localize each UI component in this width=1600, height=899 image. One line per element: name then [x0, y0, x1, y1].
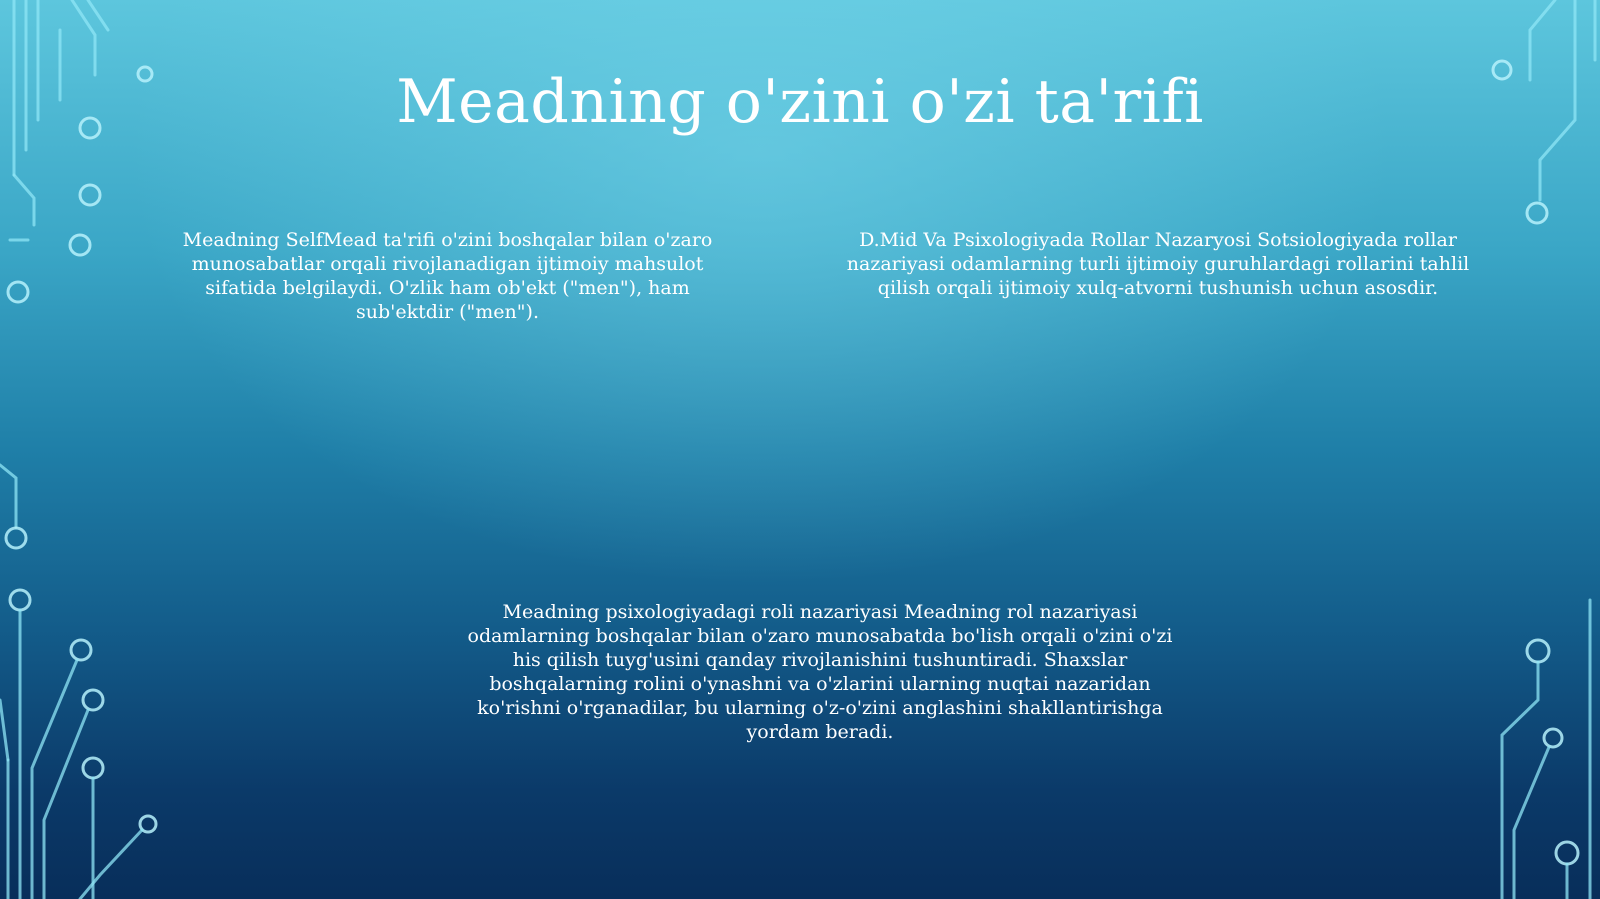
slide-title: Meadning o'zini o'zi ta'rifi [396, 67, 1204, 137]
circuit-node [1556, 842, 1578, 864]
circuit-node [10, 590, 30, 610]
circuit-node [80, 185, 100, 205]
paragraph-role-theory: D.Mid Va Psixologiyada Rollar Nazaryosi Sotsiologiyada rollar nazariyasi odamlarning turli ijtimoiy guruhlardagi rollarini tahlil qilish orqali ijtimoiy xulq-atvorni tushunish uchun asosdir. [846, 229, 1470, 299]
circuit-node [1527, 640, 1549, 662]
circuit-bottom-right [1502, 600, 1590, 899]
circuit-node [71, 640, 91, 660]
circuit-trace [1530, 0, 1555, 80]
circuit-top-left [8, 0, 152, 302]
circuit-node [80, 118, 100, 138]
circuit-top-right [1493, 0, 1595, 223]
circuit-bottom-left [0, 465, 156, 899]
circuit-trace [72, 0, 95, 75]
circuit-trace [44, 710, 88, 899]
circuit-trace [0, 700, 8, 760]
circuit-node [83, 690, 103, 710]
circuit-node [8, 282, 28, 302]
circuit-node [83, 758, 103, 778]
circuit-node [6, 528, 26, 548]
circuit-trace [80, 830, 142, 899]
circuit-trace [1540, 0, 1575, 200]
circuit-node [1493, 61, 1511, 79]
circuit-trace [1502, 662, 1538, 899]
circuit-trace [88, 0, 108, 30]
circuit-trace [32, 660, 77, 899]
circuit-trace [14, 175, 34, 225]
circuit-node [1527, 203, 1547, 223]
circuit-node [70, 235, 90, 255]
circuit-node [1544, 729, 1562, 747]
paragraph-psychology-role: Meadning psixologiyadagi roli nazariyasi Meadning rol nazariyasi odamlarning boshqalar bilan o'zaro munosabatda bo'lish orqali o'zini o'zi his qilish tuyg'usini qanday rivojlanishini tushuntiradi. Shaxslar boshqalarning rolini o'ynashni va o'zlarini ularning nuqtai nazaridan ko'rishni o'rganadilar, bu ularning o'z-o'zini anglashini shakllantirishga yordam beradi. [467, 601, 1173, 743]
circuit-trace [0, 465, 16, 527]
paragraph-self-definition: Meadning SelfMead ta'rifi o'zini boshqalar bilan o'zaro munosabatlar orqali rivojlanadigan ijtimoiy mahsulot sifatida belgilaydi. O'zlik ham ob'ekt ("men"), ham sub'ektdir ("men"). [182, 229, 713, 323]
circuit-node [138, 67, 152, 81]
circuit-trace [1514, 747, 1549, 899]
